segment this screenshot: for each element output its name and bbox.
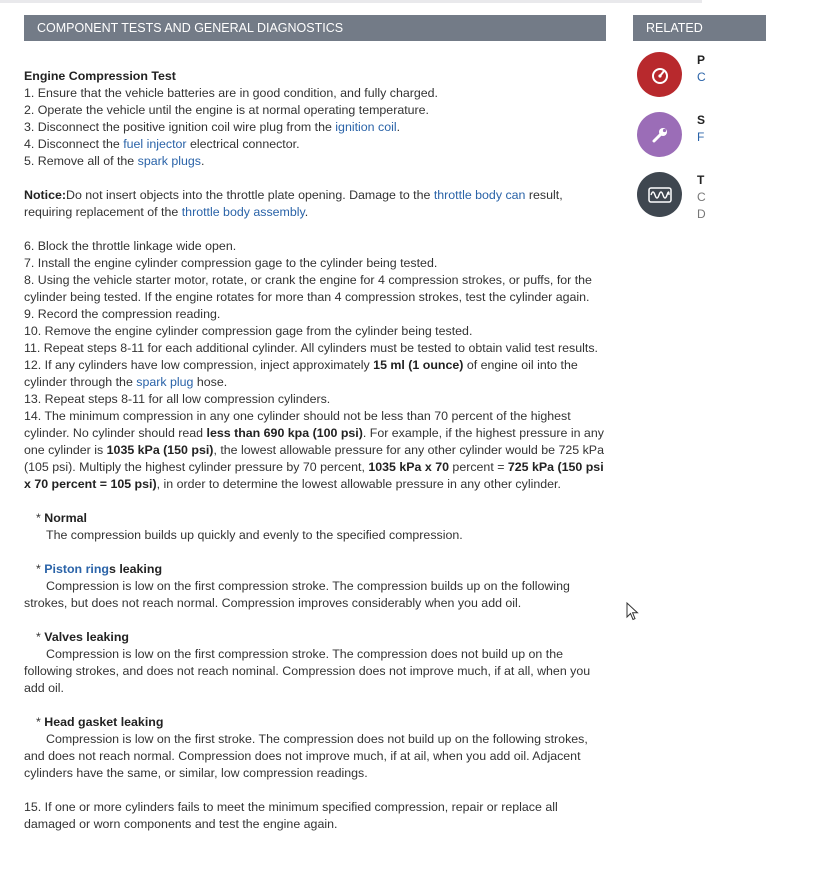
- throttle-body-assembly-link[interactable]: throttle body assembly: [181, 205, 305, 219]
- step-9: 9. Record the compression reading.: [24, 307, 221, 321]
- mouse-cursor-icon: [626, 602, 640, 622]
- article-body: [24, 41, 606, 833]
- step-14-d: , the lowest allowable pressure for any other cylinder would be 725 kPa (105 psi). Multiply the highest cylinder pressure by 70 percent,: [24, 443, 604, 474]
- valves-text: [24, 646, 606, 697]
- normal-heading: [24, 510, 606, 527]
- related-item-2-text: [697, 112, 705, 146]
- step-3: [24, 119, 606, 136]
- related-item-2[interactable]: [637, 112, 837, 158]
- related-item-2-title: S: [697, 113, 706, 127]
- bullet-star: *: [36, 715, 45, 729]
- step-14-b3: 1035 kPa x 70: [368, 460, 449, 474]
- step-13: 13. Repeat steps 8-11 for all low compression cylinders.: [24, 392, 331, 406]
- step-4-text: 4. Disconnect the: [24, 137, 124, 151]
- step-14-a: 14. The minimum compression in any one cylinder should not be less than 70 percent of the highest cylinder. No cylinder should read: [24, 409, 571, 440]
- step-4-end: electrical connector.: [186, 137, 300, 151]
- notice: [24, 187, 606, 221]
- related-item-1-text: [697, 52, 706, 86]
- related-item-3[interactable]: [637, 172, 837, 221]
- step-5-text: 5. Remove all of the: [24, 154, 138, 168]
- throttle-body-link[interactable]: throttle body can: [433, 188, 526, 202]
- related-item-3-line-2: C: [697, 190, 706, 204]
- gasket-text-body: Compression is low on the first stroke. The compression does not build up on the following strokes, and does not reach normal. Compression does not improve much, if at ail, when you add oil. Adjacent cylinders have the same, or similar, low compression readings.: [24, 732, 588, 780]
- notice-label: Notice:: [24, 188, 66, 202]
- step-5-end: .: [201, 154, 205, 168]
- step-14-f: , in order to determine the lowest allowable pressure in any other cylinder.: [156, 477, 561, 491]
- main-content: [24, 15, 606, 833]
- waveform-icon: [637, 172, 682, 217]
- step-11: 11. Repeat steps 8-11 for each additional cylinder. All cylinders must be tested to obtain valid test results.: [24, 341, 598, 355]
- step-4: [24, 136, 606, 153]
- valves-heading: [24, 629, 606, 646]
- step-2: 2. Operate the vehicle until the engine is at normal operating temperature.: [24, 103, 430, 117]
- step-12-bold: 15 ml (1 ounce): [373, 358, 464, 372]
- step-10: 10. Remove the engine cylinder compression gage from the cylinder being tested.: [24, 324, 473, 338]
- step-12: [24, 357, 606, 391]
- related-header: RELATED: [633, 15, 766, 41]
- gasket-heading: [24, 714, 606, 731]
- related-item-3-line-3: D: [697, 207, 706, 221]
- step-14-b4: 725 kPa (150 psi x 70 percent = 105 psi): [24, 460, 604, 491]
- step-14-c: . For example, if the highest pressure in any one cylinder is: [24, 426, 604, 457]
- valves-text-body: Compression is low on the first compression stroke. The compression does not build up on the following strokes, and does not reach nominal. Compression does not improve much, if at all, when you add oil.: [24, 647, 591, 695]
- related-sidebar: [633, 15, 706, 415]
- notice-text: Do not insert objects into the throttle plate opening. Damage to the: [66, 188, 434, 202]
- piston-title-rest: s leaking: [108, 562, 163, 576]
- piston-heading: [24, 561, 606, 578]
- notice-end: .: [304, 205, 309, 219]
- valves-title: Valves leaking: [44, 630, 129, 644]
- step-14-e: percent =: [448, 460, 508, 474]
- article-title: Engine Compression Test: [24, 69, 176, 83]
- piston-text-body: Compression is low on the first compression stroke. The compression builds up on the following strokes, but does not reach normal. Compression improves considerably when you add oil.: [24, 579, 570, 610]
- step-15: 15. If one or more cylinders fails to meet the minimum specified compression, repair or replace all damaged or worn components and test the engine again.: [24, 800, 558, 831]
- step-3-end: .: [396, 120, 401, 134]
- wrench-icon: [637, 112, 682, 157]
- bullet-star: *: [36, 630, 45, 644]
- related-item-1-title: P: [697, 53, 706, 67]
- normal-title: Normal: [44, 511, 87, 525]
- ignition-coil-link[interactable]: ignition coil: [335, 120, 397, 134]
- step-7: 7. Install the engine cylinder compression gage to the cylinder being tested.: [24, 256, 438, 270]
- step-12-text-2: of engine oil into the cylinder through the: [24, 358, 578, 389]
- related-item-1-link[interactable]: C: [697, 70, 706, 84]
- spark-plugs-link[interactable]: spark plugs: [137, 154, 202, 168]
- piston-text: [24, 578, 606, 612]
- related-item-3-title: T: [697, 173, 705, 187]
- gauge-icon: [637, 52, 682, 97]
- related-item-1[interactable]: [637, 52, 837, 98]
- step-5: [24, 153, 606, 170]
- step-1: 1. Ensure that the vehicle batteries are in good condition, and fully charged.: [24, 86, 438, 100]
- related-item-3-text: [697, 172, 706, 223]
- bullet-star: *: [36, 511, 45, 525]
- bullet-star: *: [36, 562, 45, 576]
- top-border: [0, 0, 702, 3]
- spark-plug-link[interactable]: spark plug: [136, 375, 194, 389]
- step-6: 6. Block the throttle linkage wide open.: [24, 239, 237, 253]
- gasket-title: Head gasket leaking: [44, 715, 164, 729]
- step-12-end: hose.: [193, 375, 228, 389]
- step-12-text: 12. If any cylinders have low compression, inject approximately: [24, 358, 374, 372]
- gasket-text: [24, 731, 606, 782]
- related-item-2-link[interactable]: F: [697, 130, 705, 144]
- step-3-text: 3. Disconnect the positive ignition coil wire plug from the: [24, 120, 336, 134]
- step-14: [24, 408, 606, 493]
- step-14-b1: less than 690 kpa (100 psi): [206, 426, 363, 440]
- notice-text-2: result, requiring replacement of the: [24, 188, 563, 219]
- step-8: 8. Using the vehicle starter motor, rotate, or crank the engine for 4 compression strokes, or puffs, for the cylinder being tested. If the engine rotates for more than 4 compression strokes, test the cylinder again.: [24, 273, 592, 304]
- section-header: COMPONENT TESTS AND GENERAL DIAGNOSTICS: [24, 15, 606, 41]
- piston-ring-link[interactable]: Piston ring: [44, 562, 109, 576]
- fuel-injector-link[interactable]: fuel injector: [123, 137, 187, 151]
- normal-text: The compression builds up quickly and evenly to the specified compression.: [46, 528, 463, 542]
- step-14-b2: 1035 kPa (150 psi): [106, 443, 214, 457]
